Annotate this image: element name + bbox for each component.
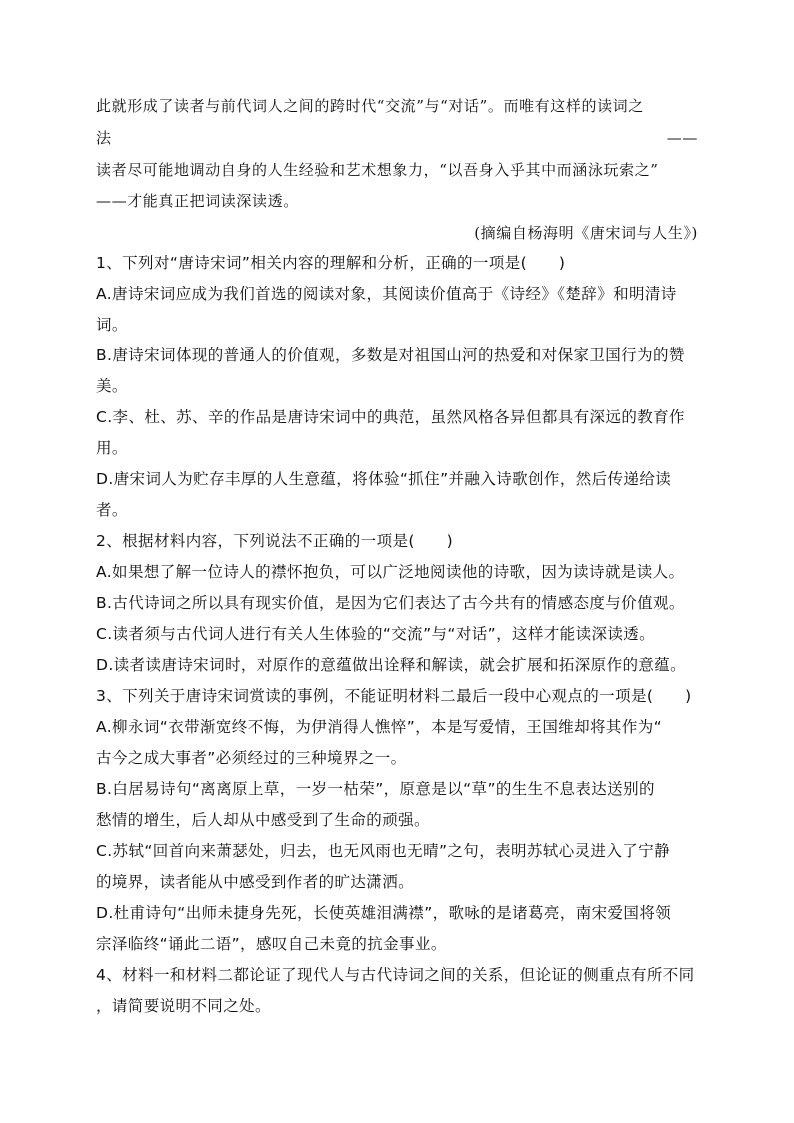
- question-1-option-a-cont: 词。: [96, 316, 128, 334]
- passage-source: (摘编自杨海明《唐宋词与人生》): [474, 224, 698, 242]
- question-1-option-b: B.唐诗宋词体现的普通人的价值观，多数是对祖国山河的热爱和对保家卫国行为的赞: [96, 346, 685, 364]
- question-3-option-c: C.苏轼“回首向来萧瑟处，归去，也无风雨也无晴”之句，表明苏轼心灵进入了宁静: [96, 842, 671, 860]
- question-2-option-b: B.古代诗词之所以具有现实价值，是因为它们表达了古今共有的情感态度与价值观。: [96, 594, 685, 612]
- question-2-option-a: A.如果想了解一位诗人的襟怀抱负，可以广泛地阅读他的诗歌，因为读诗就是读人。: [96, 563, 685, 581]
- question-4-stem-cont: ，请简要说明不同之处。: [96, 997, 271, 1015]
- question-3-option-d: D.杜甫诗句“出师未捷身先死，长使英雄泪满襟”，歌咏的是诸葛亮，南宋爱国将领: [96, 904, 672, 922]
- passage-line-4: ——才能真正把词读深读透。: [96, 192, 299, 210]
- question-1-option-c: C.李、杜、苏、辛的作品是唐诗宋词中的典范，虽然风格各异但都具有深远的教育作: [96, 408, 685, 426]
- question-1-option-d: D.唐宋词人为贮存丰厚的人生意蕴，将体验“抓住”并融入诗歌创作，然后传递给读: [96, 470, 672, 488]
- passage-line-3: 读者尽可能地调动自身的人生经验和艺术想象力，“以吾身入乎其中而涵泳玩索之”: [96, 161, 659, 179]
- passage-line-2-dash: ——: [666, 129, 698, 147]
- question-3-option-c-cont: 的境界，读者能从中感受到作者的旷达潇洒。: [96, 873, 415, 891]
- passage-line-2: [96, 128, 698, 148]
- question-1-option-a: A.唐诗宋词应成为我们首选的阅读对象，其阅读价值高于《诗经》《楚辞》和明清诗: [96, 285, 677, 303]
- question-2-stem: 2、根据材料内容，下列说法不正确的一项是( ): [96, 532, 454, 550]
- question-3-stem: 3、下列关于唐诗宋词赏读的事例，不能证明材料二最后一段中心观点的一项是( ): [96, 687, 692, 705]
- question-1-stem: 1、下列对“唐诗宋词”相关内容的理解和分析，正确的一项是( ): [96, 254, 566, 272]
- passage-line-2-text: 法: [96, 129, 112, 147]
- question-3-option-b-cont: 愁情的增生，后人却从中感受到了生命的顽强。: [96, 811, 430, 829]
- question-1-option-b-cont: 美。: [96, 377, 128, 395]
- question-2-option-c: C.读者须与古代词人进行有关人生体验的“交流”与“对话”，这样才能读深读透。: [96, 625, 656, 643]
- question-1-option-d-cont: 者。: [96, 501, 128, 519]
- passage-line-1: 此就形成了读者与前代词人之间的跨时代“交流”与“对话”。而唯有这样的读词之: [96, 97, 644, 115]
- question-4-stem: 4、材料一和材料二都论证了现代人与古代诗词之间的关系，但论证的侧重点有所不同: [96, 966, 695, 984]
- question-2-option-d: D.读者读唐诗宋词时，对原作的意蕴做出诠释和解读，就会扩展和拓深原作的意蕴。: [96, 656, 687, 674]
- question-3-option-a: A.柳永词“衣带渐宽终不悔，为伊消得人憔悴”，本是写爱情，王国维却将其作为“: [96, 718, 663, 736]
- question-3-option-d-cont: 宗泽临终“诵此二语”，感叹自己未竟的抗金事业。: [96, 935, 447, 953]
- question-3-option-b: B.白居易诗句“离离原上草，一岁一枯荣”，原意是以“草”的生生不息表达送别的: [96, 780, 655, 798]
- question-3-option-a-cont: 古今之成大事者”必须经过的三种境界之一。: [96, 749, 407, 767]
- question-1-option-c-cont: 用。: [96, 439, 128, 457]
